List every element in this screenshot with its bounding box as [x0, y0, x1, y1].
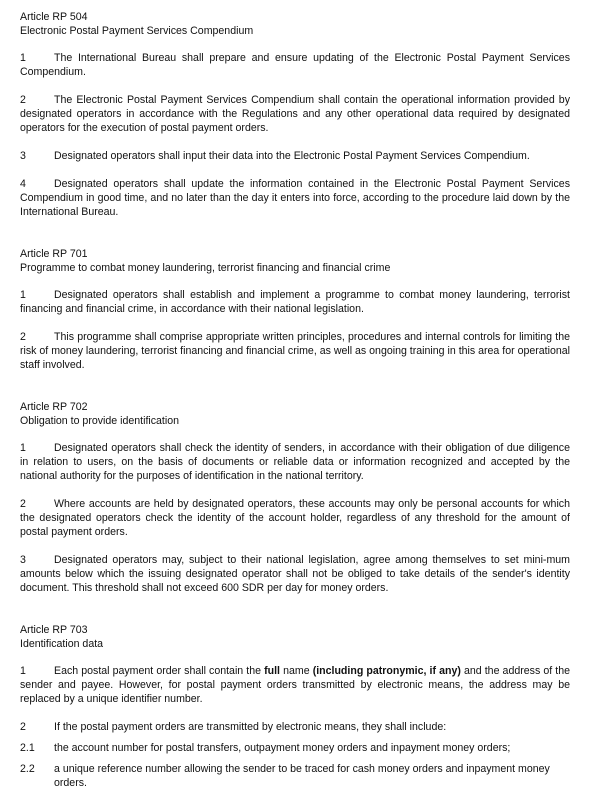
article-title: Electronic Postal Payment Services Compendium	[20, 25, 254, 37]
article-heading	[20, 623, 570, 651]
sub-paragraph-text: a unique reference number allowing the sender to be traced for cash money orders and inpayment money orders.	[54, 763, 550, 789]
paragraph-text: Designated operators shall update the information contained in the Electronic Postal Payment Services Compendium in good time, and no later than the day it enters into force, according to the procedure laid down by the International Bureau.	[20, 178, 570, 218]
document-page	[20, 10, 570, 790]
paragraph-text: Each postal payment order shall contain the	[54, 665, 265, 677]
paragraph	[20, 497, 570, 539]
sub-paragraph-number: 2.1	[20, 742, 35, 754]
paragraph	[20, 288, 570, 316]
article-number: Article RP 702	[20, 401, 88, 413]
paragraph-number: 4	[20, 178, 26, 190]
paragraph-text: and the address of the sender and payee. However, for postal payment orders transmitted by electronic means, the address may be replaced by a unique identifier number.	[20, 665, 570, 705]
paragraph-text: This programme shall comprise appropriate written principles, procedures and internal controls for limiting the risk of money laundering, terrorist financing and financial crime, as well as ongoing training in this area for operational staff involved.	[20, 331, 570, 371]
paragraph-text: Designated operators shall check the identity of senders, in accordance with their obligation of due diligence in relation to users, on the basis of documents or reliable data or information recognized and accepted by the national authority for the purposes of identification in the national territory.	[20, 442, 570, 482]
article-heading	[20, 247, 570, 275]
article-title: Identification data	[20, 638, 104, 650]
paragraph	[20, 177, 570, 219]
article-heading	[20, 400, 570, 428]
article-number: Article RP 504	[20, 11, 88, 23]
sub-paragraph-number: 2.2	[20, 763, 35, 775]
paragraph	[20, 51, 570, 79]
paragraph-number: 2	[20, 331, 26, 343]
paragraph-number: 2	[20, 94, 26, 106]
article-title: Obligation to provide identification	[20, 415, 180, 427]
paragraph-number: 3	[20, 554, 26, 566]
paragraph-number: 2	[20, 498, 26, 510]
paragraph-text: Designated operators shall input their data into the Electronic Postal Payment Services Compendium.	[54, 150, 530, 162]
paragraph	[20, 720, 570, 734]
paragraph-text: The International Bureau shall prepare and ensure updating of the Electronic Postal Payment Services Compendium.	[20, 52, 570, 78]
paragraph-text: The Electronic Postal Payment Services Compendium shall contain the operational information provided by designated operators in accordance with the Regulations and any other operational data required by designated operators for the execution of postal payment orders.	[20, 94, 570, 134]
paragraph-text: If the postal payment orders are transmitted by electronic means, they shall include:	[54, 721, 447, 733]
paragraph-number: 3	[20, 150, 26, 162]
article-number: Article RP 701	[20, 248, 88, 260]
paragraph-text: name	[280, 665, 313, 677]
paragraph-number: 1	[20, 442, 26, 454]
paragraph-number: 1	[20, 52, 26, 64]
paragraph-number: 1	[20, 665, 26, 677]
paragraph	[20, 93, 570, 135]
sub-paragraph	[20, 741, 570, 755]
paragraph	[20, 664, 570, 706]
paragraph-text: Designated operators shall establish and implement a programme to combat money laundering, terrorist financing and financial crime, in accordance with their national legislation.	[20, 289, 570, 315]
paragraph-text: Designated operators may, subject to their national legislation, agree among themselves to set mini-mum amounts below which the issuing designated operator shall not be obliged to take details of the sender's identity document. This threshold shall not exceed 600 SDR per day for money orders.	[20, 554, 570, 594]
paragraph-number: 1	[20, 289, 26, 301]
paragraph	[20, 553, 570, 595]
paragraph	[20, 441, 570, 483]
article-number: Article RP 703	[20, 624, 88, 636]
article-heading	[20, 10, 570, 38]
sub-paragraph-text: the account number for postal transfers, outpayment money orders and inpayment money orders;	[54, 742, 511, 754]
paragraph-text: Where accounts are held by designated operators, these accounts may only be personal accounts for which the designated operators check the identity of the account holder, regardless of any threshold for the amount of postal payment orders.	[20, 498, 570, 538]
paragraph	[20, 149, 570, 163]
bold-text: (including patronymic, if any)	[312, 665, 461, 677]
bold-text: full	[264, 665, 280, 677]
paragraph	[20, 330, 570, 372]
article-title: Programme to combat money laundering, terrorist financing and financial crime	[20, 262, 391, 274]
paragraph-number: 2	[20, 721, 26, 733]
sub-paragraph	[20, 762, 570, 790]
